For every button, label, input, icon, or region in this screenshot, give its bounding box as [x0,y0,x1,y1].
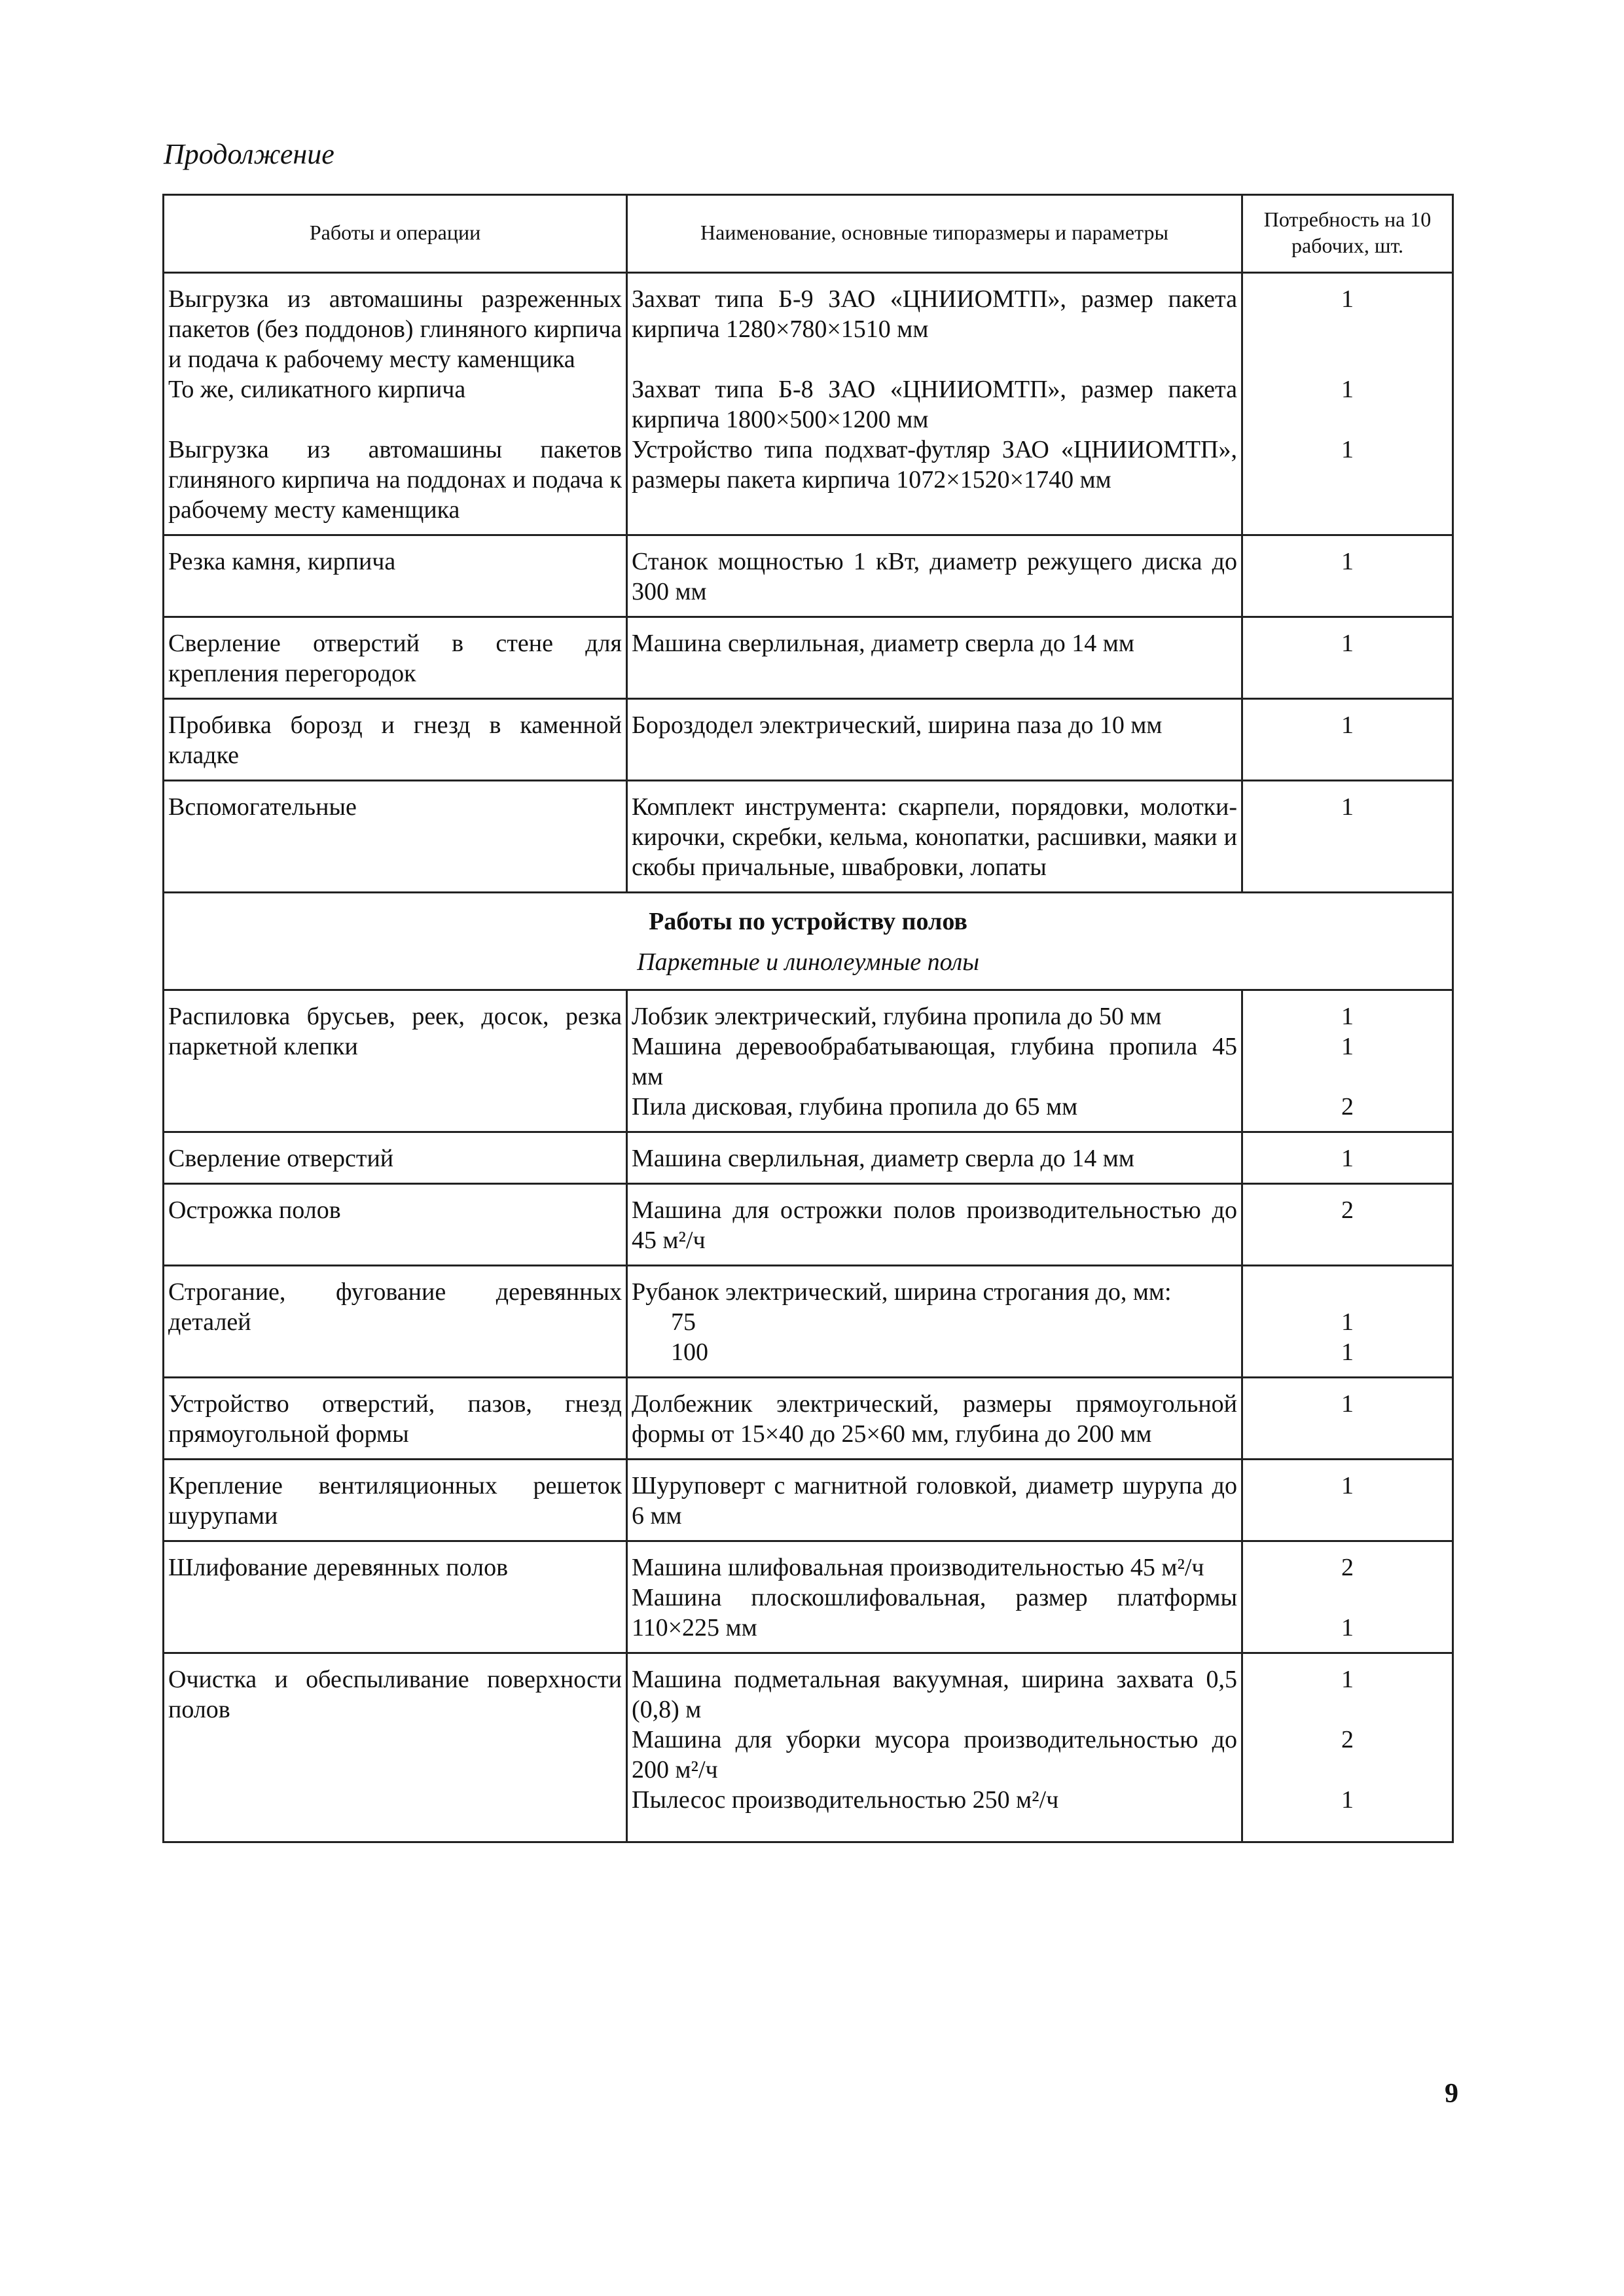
work-cell: Шлифование деревянных полов [164,1541,627,1653]
table-row [164,1132,1453,1184]
equipment-table [162,194,1454,1843]
table-row [164,1378,1453,1460]
equipment-cell: Машина для острожки полов производительностью до 45 м²/ч [627,1184,1242,1266]
need-cell: 1 [1242,1460,1453,1541]
page-number: 9 [1445,2079,1458,2109]
table-row [164,990,1453,1132]
equipment-cell: Захват типа Б-9 ЗАО «ЦНИИОМТП», размер пакета кирпича 1280×780×1510 мм [627,273,1242,375]
table-row [164,374,1453,435]
need-value: 2 [1341,1554,1354,1581]
page-heading: Продолжение [164,138,334,170]
table-row [164,435,1453,535]
need-cell: 1 [1242,699,1453,781]
need-value: 1 [1341,1786,1354,1814]
equipment-cell: Машина сверлильная, диаметр сверла до 14 мм [627,617,1242,699]
need-cell [1242,1266,1453,1378]
equipment-line: Машина для уборки мусора производительностью до 200 м²/ч [632,1726,1237,1784]
work-cell: Крепление вентиляционных решеток шурупами [164,1460,627,1541]
equipment-cell: Захват типа Б-8 ЗАО «ЦНИИОМТП», размер пакета кирпича 1800×500×1200 мм [627,374,1242,435]
table-row [164,781,1453,893]
work-cell: Вспомогательные [164,781,627,893]
header-work: Работы и операции [164,195,627,273]
need-value: 2 [1341,1093,1354,1121]
need-cell: 1 [1242,781,1453,893]
work-cell: Распиловка брусьев, реек, досок, резка паркетной клепки [164,990,627,1132]
section-row [164,893,1453,990]
header-equipment: Наименование, основные типоразмеры и параметры [627,195,1242,273]
need-value: 1 [1341,1614,1354,1641]
need-spacer [1247,1277,1448,1307]
need-value: 2 [1341,1726,1354,1753]
need-cell: 2 [1242,1184,1453,1266]
work-cell: Резка камня, кирпича [164,535,627,617]
equipment-line: Машина шлифовальная производительностью 45 м²/ч [632,1554,1204,1581]
equipment-line: Лобзик электрический, глубина пропила до 50 мм [632,1003,1162,1030]
equipment-line: Машина плоскошлифовальная, размер платформы 110×225 мм [632,1584,1237,1641]
work-cell: Выгрузка из автомашины пакетов глиняного кирпича на поддонах и подача к рабочему месту каменщика [164,435,627,535]
equipment-cell: Шуруповерт с магнитной головкой, диаметр шурупа до 6 мм [627,1460,1242,1541]
need-cell: 1 [1242,435,1453,535]
equipment-cell: Комплект инструмента: скарпели, порядовки, молотки-кирочки, скребки, кельма, конопатки, расшивки, маяки и скобы причальные, швабровки, лопаты [627,781,1242,893]
need-cell [1242,990,1453,1132]
equipment-cell [627,1541,1242,1653]
work-cell: Сверление отверстий в стене для крепления перегородок [164,617,627,699]
work-cell: Острожка полов [164,1184,627,1266]
equipment-cell: Устройство типа подхват-футляр ЗАО «ЦНИИОМТП», размеры пакета кирпича 1072×1520×1740 мм [627,435,1242,535]
need-cell: 1 [1242,535,1453,617]
equipment-line: Пила дисковая, глубина пропила до 65 мм [632,1093,1078,1121]
table-row [164,617,1453,699]
work-cell: Строгание, фугование деревянных деталей [164,1266,627,1378]
table-row [164,1541,1453,1653]
section-cell [164,893,1453,990]
header-need: Потребность на 10 рабочих, шт. [1242,195,1453,273]
work-cell: Очистка и обеспыливание поверхности полов [164,1653,627,1842]
equipment-cell: Машина сверлильная, диаметр сверла до 14 мм [627,1132,1242,1184]
need-cell: 1 [1242,374,1453,435]
work-cell: Устройство отверстий, пазов, гнезд прямоугольной формы [164,1378,627,1460]
need-value: 1 [1341,1003,1354,1030]
size-value: 100 [671,1338,708,1366]
table-row [164,1184,1453,1266]
need-value: 1 [1341,1338,1354,1366]
need-cell: 1 [1242,1132,1453,1184]
table-row [164,1460,1453,1541]
work-cell: То же, силикатного кирпича [164,374,627,435]
table-row [164,535,1453,617]
equipment-line: Рубанок электрический, ширина строгания до, мм: [632,1278,1172,1306]
equipment-line: Машина подметальная вакуумная, ширина захвата 0,5 (0,8) м [632,1666,1237,1723]
equipment-line: Машина деревообрабатывающая, глубина пропила 45 мм [632,1033,1237,1090]
equipment-cell: Станок мощностью 1 кВт, диаметр режущего диска до 300 мм [627,535,1242,617]
equipment-cell [627,990,1242,1132]
section-subtitle: Паркетные и линолеумные полы [637,948,979,976]
need-value: 1 [1341,1666,1354,1693]
table-row [164,273,1453,375]
table-row [164,699,1453,781]
size-value: 75 [671,1308,696,1336]
need-cell: 1 [1242,1378,1453,1460]
table-header-row [164,195,1453,273]
equipment-cell [627,1653,1242,1842]
work-cell: Пробивка борозд и гнезд в каменной кладке [164,699,627,781]
need-cell: 1 [1242,273,1453,375]
table-row [164,1266,1453,1378]
equipment-cell [627,1266,1242,1378]
work-cell: Выгрузка из автомашины разреженных пакетов (без поддонов) глиняного кирпича и подача к рабочему месту каменщика [164,273,627,375]
need-cell: 1 [1242,617,1453,699]
work-cell: Сверление отверстий [164,1132,627,1184]
equipment-cell: Долбежник электрический, размеры прямоугольной формы от 15×40 до 25×60 мм, глубина до 200 мм [627,1378,1242,1460]
need-cell [1242,1541,1453,1653]
need-cell [1242,1653,1453,1842]
table-row [164,1653,1453,1842]
need-value: 1 [1341,1308,1354,1336]
equipment-cell: Бороздодел электрический, ширина паза до 10 мм [627,699,1242,781]
section-title: Работы по устройству полов [649,908,967,935]
need-value: 1 [1341,1033,1354,1060]
equipment-line: Пылесос производительностью 250 м²/ч [632,1786,1059,1814]
